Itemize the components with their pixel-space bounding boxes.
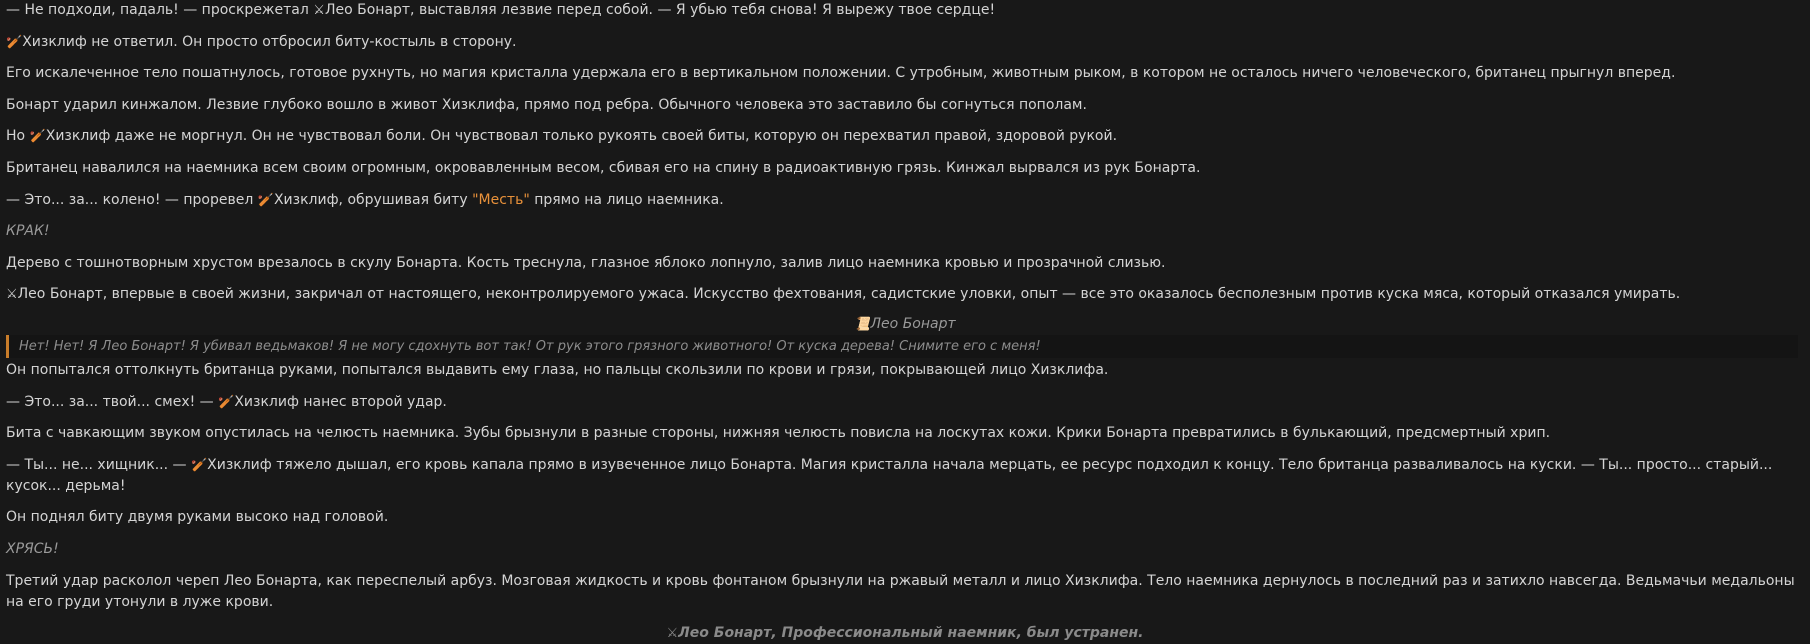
paragraph (6, 0, 1804, 21)
text: — Не подходи, падаль! — проскрежетал (6, 2, 314, 18)
text: Хизклиф нанес второй удар. (234, 393, 447, 410)
defeat-message (6, 623, 1804, 644)
paragraph: Дерево с тошнотворным хрустом врезалось в скулу Бонарта. Кость треснула, глазное яблоко лопнуло, залив лицо наемника кровью и прозрачной слизью. (6, 254, 1166, 271)
text: Лео Бонарт, выставляя лезвие перед собой. — Я убью тебя снова! Я вырежу твое сердце! (324, 2, 996, 18)
sound-effect: КРАК! (6, 223, 50, 240)
text: Хизклиф не ответил. Он просто отбросил биту-костыль в сторону. (22, 33, 517, 50)
paragraph (6, 455, 1804, 497)
paragraph (6, 284, 1804, 305)
text: Хизклиф, обрушивая биту (273, 191, 473, 208)
highlighted-item-name: "Месть" (472, 191, 530, 208)
sound-effect: ХРЯСЬ! (6, 540, 59, 557)
bat-icon: 🏏 (29, 129, 46, 145)
bat-icon: 🏏 (190, 457, 208, 473)
speaker-label (6, 314, 1804, 335)
text: — Это... за... колено! — проревел (6, 191, 258, 208)
text: — Это... за... твой... смех! — (6, 393, 219, 410)
defeat-text: Лео Бонарт, Профессиональный наемник, был устранен. (678, 625, 1144, 642)
speaker-name: Лео Бонарт (870, 315, 956, 332)
text: Хизклиф даже не моргнул. Он не чувствовал боли. Он чувствовал только рукоять своей биты, которую он перехватил правой, здоровой рукой. (45, 128, 1118, 145)
text: Лео Бонарт, впервые в своей жизни, закричал от настоящего, неконтролируемого ужаса. Искусство фехтования, садистские уловки, опыт — все это оказалось бесполезным против куска мяса, который отказался умирать. (17, 286, 1681, 303)
scroll-icon: 📜 (854, 316, 871, 332)
paragraph: Он поднял биту двумя руками высоко над головой. (6, 509, 389, 526)
text: — Ты... не... хищник... — (6, 456, 191, 473)
paragraph: Третий удар расколол череп Лео Бонарта, как переспелый арбуз. Мозговая жидкость и кровь фонтаном брызнули на ржавый металл и лицо Хизклифа. Тело наемника дернулось в последний раз и затихло навсегда. Ведьмачьи медальоны на его груди утонули в луже крови. (6, 572, 1795, 610)
paragraph: Бита с чавкающим звуком опустилась на челюсть наемника. Зубы брызнули в разные стороны, нижняя челюсть повисла на лоскутах кожи. Крики Бонарта превратились в булькающий, предсмертный хрип. (6, 425, 1551, 442)
text: Хизклиф тяжело дышал, его кровь капала прямо в изувеченное лицо Бонарта. Магия кристалла начала мерцать, ее ресурс подходил к концу. Тело британца разваливалось на куски. — Ты... просто... старый... кусок... дерьма! (6, 456, 1773, 494)
paragraph: Его искалеченное тело пошатнулось, готовое рухнуть, но магия кристалла удержала его в вертикальном положении. С утробным, животным рыком, в котором не осталось ничего человеческого, британец прыгнул вперед. (6, 65, 1676, 82)
bat-icon: 🏏 (6, 34, 23, 50)
crossed-swords-icon: ⚔ (313, 3, 325, 18)
paragraph: Британец навалился на наемника всем своим огромным, окровавленным весом, сбивая его на спину в радиоактивную грязь. Кинжал вырвался из рук Бонарта. (6, 159, 1201, 176)
dialogue-quote: Нет! Нет! Я Лео Бонарт! Я убивал ведьмаков! Я не могу сдохнуть вот так! От рук этого грязного животного! От куска дерева! Снимите его с меня! (6, 335, 1798, 358)
text: Но (6, 128, 30, 145)
bat-icon: 🏏 (218, 394, 235, 410)
paragraph (6, 392, 1804, 413)
paragraph (6, 126, 1804, 147)
paragraph: Он попытался оттолкнуть британца руками, попытался выдавить ему глаза, но пальцы скользили по крови и грязи, покрывающей лицо Хизклифа. (6, 361, 1109, 378)
text: прямо на лицо наемника. (529, 191, 724, 208)
bat-icon: 🏏 (257, 192, 274, 208)
crossed-swords-icon: ⚔ (6, 287, 18, 303)
crossed-swords-icon: ⚔ (666, 626, 679, 642)
paragraph (6, 32, 1804, 53)
paragraph (6, 190, 1804, 211)
paragraph: Бонарт ударил кинжалом. Лезвие глубоко вошло в живот Хизклифа, прямо под ребра. Обычного человека это заставило бы согнуться пополам. (6, 96, 1087, 113)
